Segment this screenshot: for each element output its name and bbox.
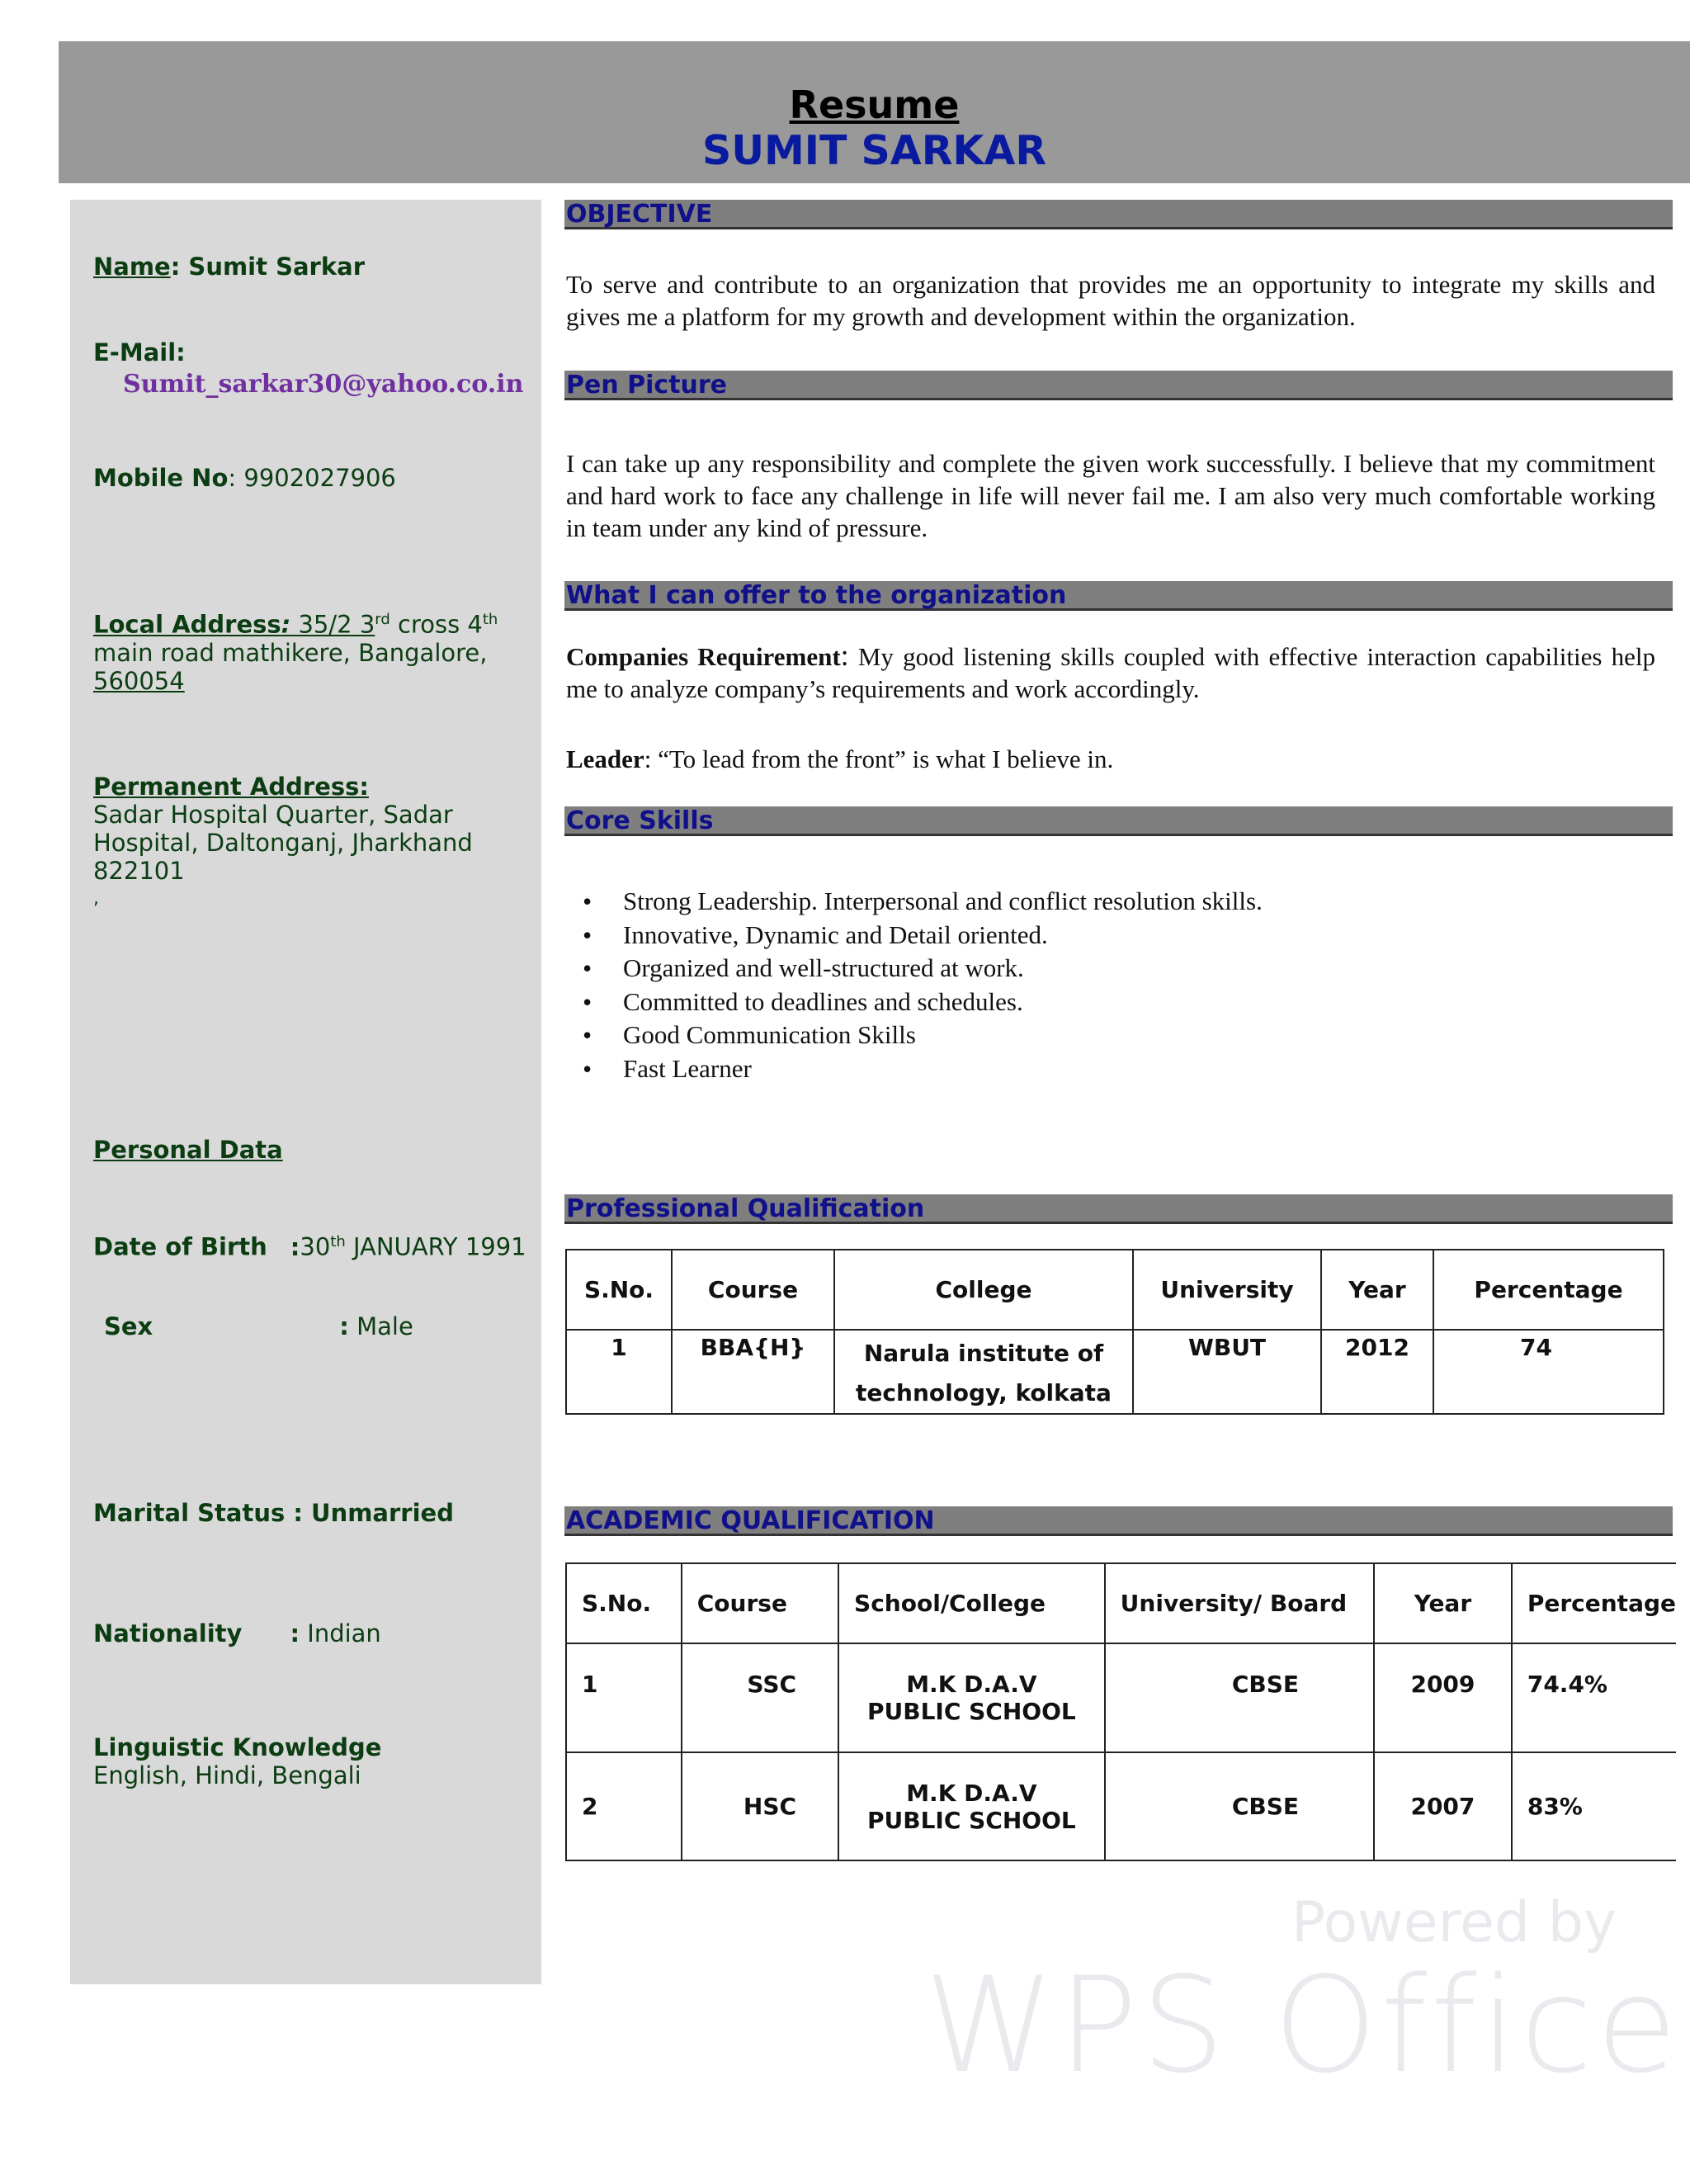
marital-value: Unmarried <box>302 1499 454 1527</box>
table-header: Course <box>672 1250 834 1330</box>
school-line1: M.K D.A.V <box>906 1671 1037 1698</box>
companies-colon: : <box>840 639 849 672</box>
email-value[interactable]: Sumit_sarkar30@yahoo.co.in <box>123 370 524 399</box>
table-cell: 2007 <box>1374 1752 1512 1860</box>
table-cell: CBSE <box>1105 1752 1374 1860</box>
nationality-value: Indian <box>300 1619 381 1647</box>
section-academic: ACADEMIC QUALIFICATION <box>564 1506 1673 1536</box>
table-cell: 83% <box>1512 1752 1676 1860</box>
sex-value: Male <box>348 1312 413 1340</box>
school-line2: PUBLIC SCHOOL <box>866 1806 1076 1834</box>
powered-by-text: Powered by <box>1291 1890 1617 1955</box>
companies-label: Companies Requirement <box>566 642 841 671</box>
email-label: E-Mail: <box>93 338 186 366</box>
table-header: Percentage <box>1512 1563 1676 1643</box>
local-address-line1b: cross 4 <box>389 610 483 639</box>
wps-office-logo: WPS Office <box>924 1948 1681 2102</box>
table-row <box>566 1643 1676 1752</box>
table-header: University/ Board <box>1105 1563 1374 1643</box>
table-header: S.No. <box>566 1250 672 1330</box>
email-field <box>93 338 523 399</box>
table-cell <box>838 1752 1105 1860</box>
candidate-name: SUMIT SARKAR <box>701 127 1047 174</box>
name-label: Name <box>93 253 171 281</box>
academic-table <box>565 1562 1676 1861</box>
table-cell: HSC <box>682 1752 838 1860</box>
section-professional: Professional Qualification <box>564 1194 1673 1224</box>
table-row <box>566 1330 1664 1414</box>
mobile-field <box>93 464 396 492</box>
permanent-address-line2: Hospital, Daltonganj, Jharkhand <box>93 829 473 857</box>
list-item: • Organized and well-structured at work. <box>566 952 1639 986</box>
local-address-sup2: th <box>482 611 498 628</box>
list-item: • Fast Learner <box>566 1052 1639 1086</box>
table-row <box>566 1752 1676 1860</box>
college-line2: technology, kolkata <box>856 1379 1112 1406</box>
sex-colon: : <box>339 1312 349 1340</box>
resume-header <box>59 41 1690 183</box>
list-item: • Committed to deadlines and schedules. <box>566 986 1639 1019</box>
table-cell: 2 <box>566 1752 682 1860</box>
permanent-address-line3: 822101 <box>93 857 185 885</box>
table-cell <box>838 1643 1105 1752</box>
table-header: S.No. <box>566 1563 682 1643</box>
table-header: College <box>834 1250 1133 1330</box>
mobile-value: : 9902027906 <box>228 464 396 492</box>
table-header: Year <box>1374 1563 1512 1643</box>
table-header: University <box>1133 1250 1321 1330</box>
local-address-colon: : <box>281 610 291 639</box>
dob-colon: : <box>290 1232 300 1261</box>
linguistic-value: English, Hindi, Bengali <box>93 1761 361 1789</box>
personal-data-label: Personal Data <box>93 1136 283 1164</box>
nationality-field <box>93 1619 381 1647</box>
table-cell: 2012 <box>1321 1330 1433 1414</box>
professional-table <box>565 1249 1664 1415</box>
section-objective: OBJECTIVE <box>564 200 1673 229</box>
leader-text: : “To lead from the front” is what I believe in. <box>644 745 1114 773</box>
table-cell: 1 <box>566 1643 682 1752</box>
skills-list <box>566 885 1639 1085</box>
permanent-address-line1: Sadar Hospital Quarter, Sadar <box>93 801 453 829</box>
leader-label: Leader <box>566 745 644 773</box>
sex-label: Sex <box>104 1312 153 1340</box>
personal-data-heading <box>93 1136 283 1164</box>
section-offer: What I can offer to the organization <box>564 581 1673 611</box>
table-cell: CBSE <box>1105 1643 1374 1752</box>
table-header: Course <box>682 1563 838 1643</box>
companies-text: My good listening skills coupled with effective interaction capabilities help me to analyze company’s requirements and work accordingly. <box>566 642 1655 703</box>
table-cell: SSC <box>682 1643 838 1752</box>
mobile-label: Mobile No <box>93 464 229 492</box>
resume-title: Resume <box>789 83 960 127</box>
marital-label: Marital Status : <box>93 1499 303 1527</box>
local-address-sup1: rd <box>375 611 390 628</box>
table-header-row <box>566 1563 1676 1643</box>
table-header: Percentage <box>1433 1250 1664 1330</box>
name-value: : Sumit Sarkar <box>170 253 365 281</box>
offer-companies <box>566 640 1655 705</box>
dob-day: 30 <box>300 1232 331 1261</box>
table-cell: 2009 <box>1374 1643 1512 1752</box>
nationality-label: Nationality <box>93 1619 243 1647</box>
linguistic-label: Linguistic Knowledge <box>93 1733 382 1761</box>
college-line1: Narula institute of <box>863 1340 1104 1367</box>
table-cell: 1 <box>566 1330 672 1414</box>
section-pen-picture: Pen Picture <box>564 371 1673 400</box>
list-item: • Strong Leadership. Interpersonal and conflict resolution skills. <box>566 885 1639 919</box>
permanent-address-label: Permanent Address: <box>93 773 369 801</box>
marital-field <box>93 1499 454 1527</box>
school-line2: PUBLIC SCHOOL <box>866 1698 1076 1725</box>
offer-leader <box>566 743 1655 775</box>
dob-field <box>93 1228 526 1261</box>
list-item: • Innovative, Dynamic and Detail oriented. <box>566 919 1639 953</box>
table-cell: 74 <box>1433 1330 1664 1414</box>
table-cell <box>834 1330 1133 1414</box>
local-address-line1a: 35/2 3 <box>290 610 375 639</box>
table-header: Year <box>1321 1250 1433 1330</box>
objective-text: To serve and contribute to an organization that provides me an opportunity to integrate my skills and gives me a platform for my growth and development within the organization. <box>566 270 1655 331</box>
permanent-address-line4: , <box>93 888 99 909</box>
nationality-colon: : <box>290 1619 300 1647</box>
pen-picture-text: I can take up any responsibility and complete the given work successfully. I believe that my commitment and hard work to face any challenge in life will never fail me. I am also very much comfortable working in team under any kind of pressure. <box>566 449 1655 542</box>
local-address-label: Local Address <box>93 610 281 639</box>
table-cell: 74.4% <box>1512 1643 1676 1752</box>
local-address-line2: main road mathikere, Bangalore, <box>93 638 488 667</box>
table-cell: BBA{H} <box>672 1330 834 1414</box>
section-core-skills: Core Skills <box>564 806 1673 836</box>
table-cell: WBUT <box>1133 1330 1321 1414</box>
name-field <box>93 253 365 281</box>
local-address-line3: 560054 <box>93 666 185 695</box>
list-item: • Good Communication Skills <box>566 1019 1639 1052</box>
local-address <box>93 606 522 695</box>
table-header-row <box>566 1250 1664 1330</box>
school-line1: M.K D.A.V <box>906 1779 1037 1807</box>
dob-label: Date of Birth <box>93 1232 267 1261</box>
sex-field <box>104 1312 413 1340</box>
dob-rest: JANUARY 1991 <box>345 1232 526 1261</box>
table-header: School/College <box>838 1563 1105 1643</box>
linguistic-field <box>93 1733 381 1789</box>
dob-sup: th <box>330 1233 346 1250</box>
permanent-address <box>93 773 522 913</box>
